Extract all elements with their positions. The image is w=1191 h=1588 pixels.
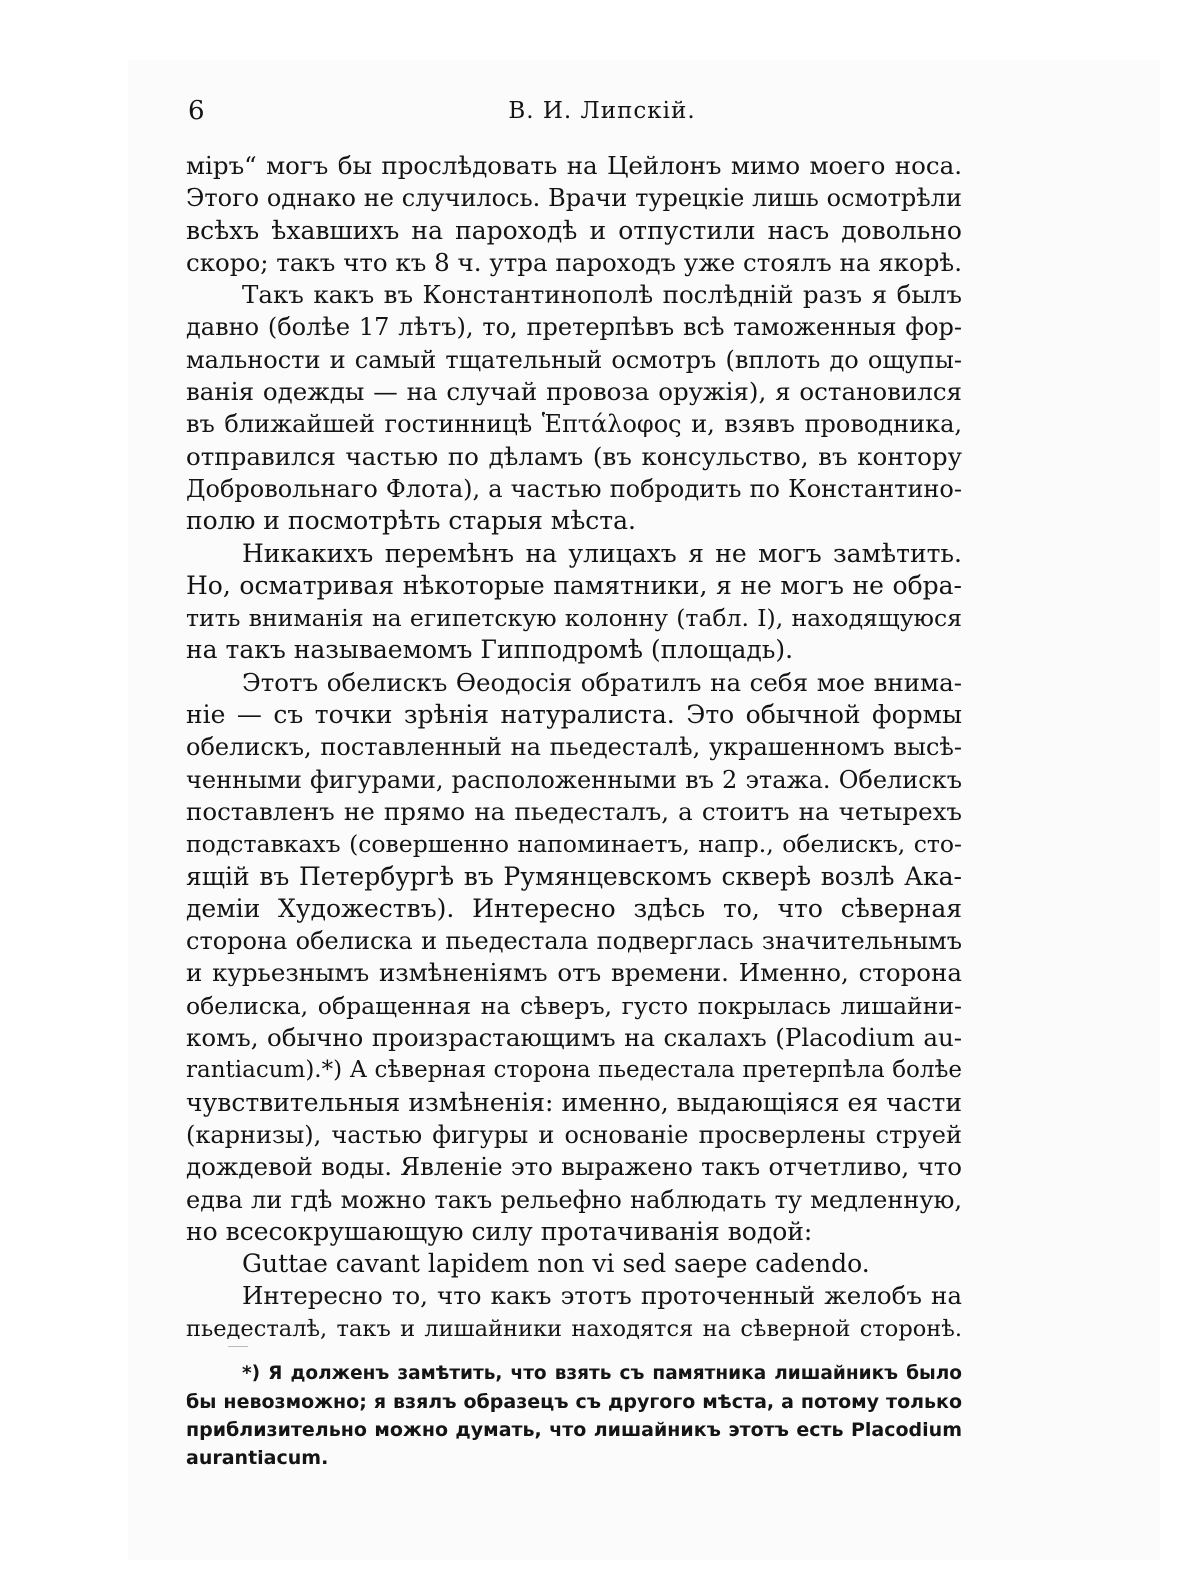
footnote-line: aurantiacum.	[186, 1447, 329, 1469]
footnote-line: *) Я долженъ замѣтить, что взять съ памятника лишайникъ было	[242, 1363, 962, 1384]
text-line: сторона обелиска и пьедестала подверглась значительнымъ	[186, 927, 962, 956]
text-line: деміи Художествъ). Интересно здѣсь то, что сѣверная	[186, 893, 962, 923]
text-line: ченными фигурами, расположенными въ 2 этажа. Обелискъ	[186, 765, 962, 794]
text-line: Добровольнаго Флота), а частью побродить по Константино-	[186, 474, 962, 503]
text-line: скоро; такъ что къ 8 ч. утра пароходъ уже стоялъ на якорѣ.	[186, 247, 962, 277]
footnote-line: приблизительно можно думать, что лишайникъ этотъ есть Placodium	[186, 1419, 962, 1441]
text-line: Но, осматривая нѣкоторые памятники, я не могъ не обра-	[186, 570, 962, 600]
text-line: поставленъ не прямо на пьедесталъ, а стоитъ на четырехъ	[186, 796, 962, 826]
text-line: подставкахъ (совершенно напоминаетъ, напр., обелискъ, сто-	[186, 830, 962, 859]
text-line: ванія одежды — на случай провоза оружія), я остановился	[186, 377, 962, 407]
text-line: едва ли гдѣ можно такъ рельефно наблюдать ту медленную,	[186, 1185, 962, 1214]
text-line: всѣхъ ѣхавшихъ на пароходѣ и отпустили насъ довольно	[186, 215, 962, 245]
footnote	[186, 1360, 962, 1472]
text-line: ящій въ Петербургѣ въ Румянцевскомъ скверѣ возлѣ Ака-	[186, 861, 962, 891]
text-line: и курьезнымъ измѣненіямъ отъ времени. Именно, сторона	[186, 958, 962, 988]
text-line: мальности и самый тщательный осмотръ (вплоть до ощупы-	[186, 345, 962, 374]
text-line: обелискъ, поставленный на пьедесталѣ, украшенномъ высѣ-	[186, 733, 962, 762]
footnote-rule	[228, 1346, 248, 1347]
text-line: ніе — съ точки зрѣнія натуралиста. Это обычной формы	[186, 700, 962, 730]
text-line: обелиска, обращенная на сѣверъ, густо покрылась лишайни-	[186, 991, 962, 1020]
running-head: В. И. Липскій.	[508, 98, 696, 124]
text-line: полю и посмотрѣть старыя мѣста.	[186, 506, 636, 536]
text-line: въ ближайшей гостинницѣ Ἑπτάλοφος и, взявъ проводника,	[186, 410, 962, 439]
text-line: чувствительныя измѣненія: именно, выдающіяся ея части	[186, 1087, 962, 1117]
text-line: Интересно то, что какъ этотъ проточенный желобъ на	[242, 1281, 962, 1311]
text-line: міръ“ могъ бы прослѣдовать на Цейлонъ мимо моего носа.	[186, 151, 962, 180]
text-line: Такъ какъ въ Константинополѣ послѣдній разъ я былъ	[242, 280, 962, 310]
book-page	[128, 60, 1160, 1560]
text-line: отправился частью по дѣламъ (въ консульство, въ контору	[186, 441, 962, 471]
text-line: но всесокрушающую силу протачиванія водой:	[186, 1216, 813, 1246]
text-line: комъ, обычно произрастающимъ на скалахъ (Placodium au-	[186, 1023, 962, 1053]
text-line: rantiacum).*) А сѣверная сторона пьедестала претерпѣла болѣе	[186, 1057, 962, 1084]
footnote-line: бы невозможно; я взялъ образецъ съ другого мѣста, а потому только	[186, 1391, 962, 1413]
text-line: пьедесталѣ, такъ и лишайники находятся на сѣверной сторонѣ.	[186, 1315, 962, 1342]
main-text	[186, 150, 962, 1345]
text-line: дождевой воды. Явленіе это выражено такъ отчетливо, что	[186, 1152, 962, 1182]
page-header	[188, 88, 1016, 128]
page-number: 6	[188, 96, 205, 126]
text-line: тить вниманія на египетскую колонну (табл. I), находящуюся	[186, 604, 962, 633]
text-line: Никакихъ перемѣнъ на улицахъ я не могъ замѣтить.	[242, 538, 962, 568]
text-line: давно (болѣе 17 лѣтъ), то, претерпѣвъ всѣ таможенныя фор-	[186, 313, 962, 342]
text-line: Этого однако не случилось. Врачи турецкіе лишь осмотрѣли	[186, 184, 962, 213]
text-line: Этотъ обелискъ Ѳеодосія обратилъ на себя мое внима-	[242, 667, 962, 697]
latin-quote: Guttae cavant lapidem non vi sed saepe cadendo.	[242, 1249, 870, 1279]
text-line: (карнизы), частью фигуры и основаніе просверлены струей	[186, 1120, 962, 1149]
text-line: на такъ называемомъ Гипподромѣ (площадь).	[186, 635, 794, 665]
